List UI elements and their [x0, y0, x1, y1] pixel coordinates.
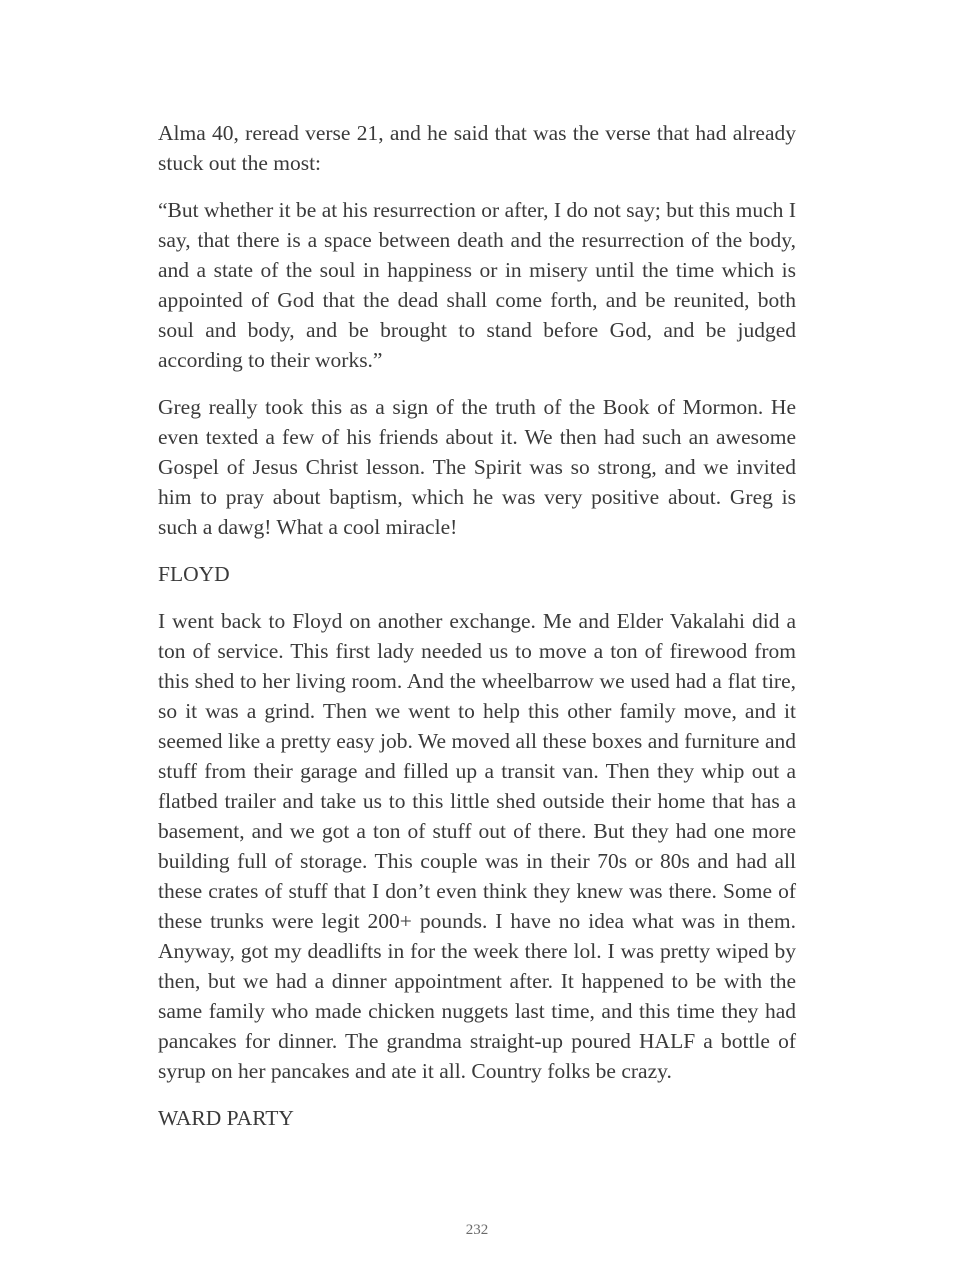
section-heading-ward-party: WARD PARTY [158, 1106, 294, 1130]
page-number: 232 [465, 1222, 489, 1238]
page-body [158, 118, 796, 1133]
section-heading-floyd: FLOYD [158, 562, 230, 586]
paragraph-greg: Greg really took this as a sign of the truth of the Book of Mormon. He even texted a few of his friends about it. We then had such an awesome Gospel of Jesus Christ lesson. The Spirit was so strong, and we invited him to pray about baptism, which he was very positive about. Greg is such a dawg! What a cool miracle! [158, 395, 796, 539]
paragraph-scripture-quote: “But whether it be at his resurrection or after, I do not say; but this much I say, that there is a space between death and the resurrection of the body, and a state of the soul in happiness or in misery until the time which is appointed of God that the dead shall come forth, and be reunited, both soul and body, and be brought to stand before God, and be judged according to their works.” [158, 198, 796, 372]
paragraph-floyd-service: I went back to Floyd on another exchange. Me and Elder Vakalahi did a ton of service. This first lady needed us to move a ton of firewood from this shed to her living room. And the wheelbarrow we used had a flat tire, so it was a grind. Then we went to help this other family move, and it seemed like a pretty easy job. We moved all these boxes and furniture and stuff from their garage and filled up a transit van. Then they whip out a flatbed trailer and take us to this little shed outside their home that has a basement, and we got a ton of stuff out of there. But they had one more building full of storage. This couple was in their 70s or 80s and had all these crates of stuff that I don’t even think they knew was there. Some of these trunks were legit 200+ pounds. I have no idea what was in them. Anyway, got my deadlifts in for the week there lol. I was pretty wiped by then, but we had a dinner appointment after. It happened to be with the same family who made chicken nuggets last time, and this time they had pancakes for dinner. The grandma straight-up poured HALF a bottle of syrup on her pancakes and ate it all. Country folks be crazy. [158, 609, 796, 1083]
paragraph-alma-intro: Alma 40, reread verse 21, and he said that was the verse that had already stuck out the most: [158, 121, 796, 175]
